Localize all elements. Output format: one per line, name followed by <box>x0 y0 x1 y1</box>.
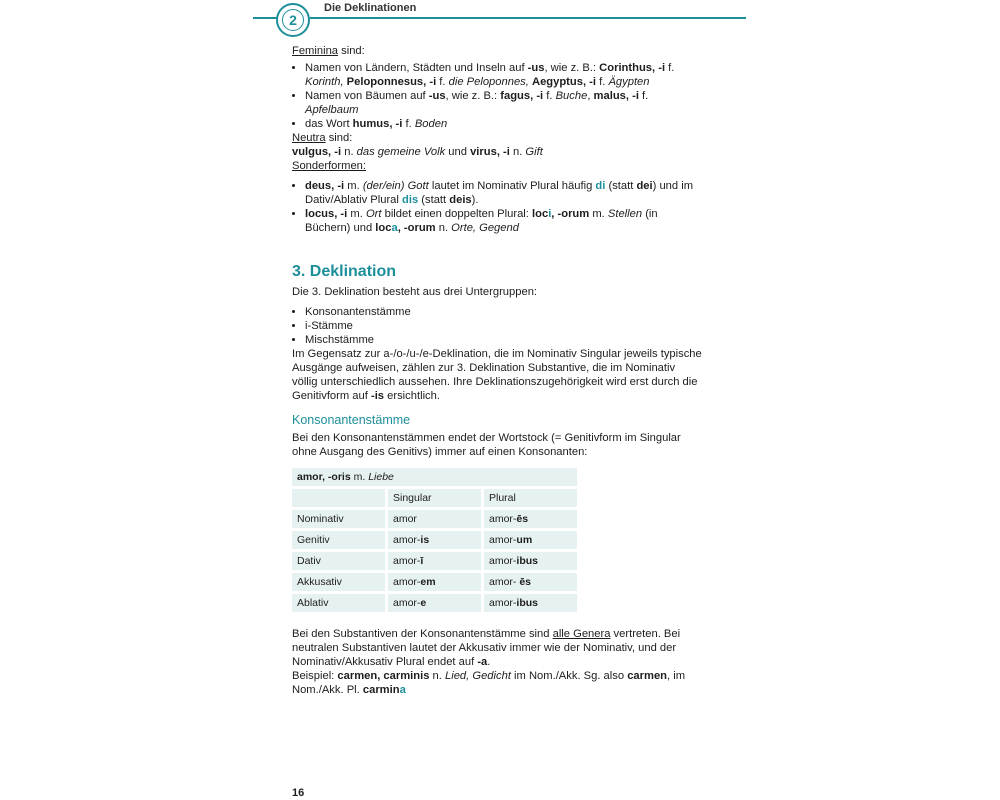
singular-form: amor-is <box>388 531 481 549</box>
plural-form: amor-ibus <box>484 594 577 612</box>
singular-form: amor-em <box>388 573 481 591</box>
table-caption: amor, -oris m. Liebe <box>292 468 577 486</box>
neutra-line: vulgus, -i n. das gemeine Volk und virus, -i n. Gift <box>292 146 543 158</box>
table-row <box>292 573 577 591</box>
table-header-row <box>292 489 577 507</box>
list-item: • deus, -i m. (der/ein) Gott lautet im Nominativ Plural häufig di (statt dei) und im Dativ/Ablativ Plural dis (statt deis). <box>305 179 702 207</box>
page-header <box>0 0 1000 40</box>
section-paragraph: Im Gegensatz zur a-/o-/u-/e-Deklination, die im Nominativ Singular jeweils typische Ausgänge aufweisen, zählen zur 3. Deklination Substantive, die im Nominativ völlig unterschiedlich aussehen. Ihre Deklinationszugehörigkeit wird erst durch die Genitivform auf -is ersichtlich. <box>292 348 702 402</box>
column-header-plural: Plural <box>484 489 577 507</box>
list-item: • Mischstämme <box>305 333 702 347</box>
case-label: Genitiv <box>292 531 385 549</box>
header-rule-left <box>253 17 277 19</box>
singular-form: amor-ī <box>388 552 481 570</box>
table-row <box>292 552 577 570</box>
plural-form: amor-ibus <box>484 552 577 570</box>
plural-form: amor- ēs <box>484 573 577 591</box>
table-row <box>292 510 577 528</box>
list-item: • das Wort humus, -i f. Boden <box>305 117 702 131</box>
declension-table <box>289 465 580 615</box>
column-header-singular: Singular <box>388 489 481 507</box>
subsection-intro: Bei den Konsonantenstämmen endet der Wortstock (= Genitivform im Singular ohne Ausgang des Genitivs) immer auf einen Konsonanten: <box>292 432 681 458</box>
chapter-number: 2 <box>282 9 304 31</box>
case-label: Ablativ <box>292 594 385 612</box>
plural-form: amor-um <box>484 531 577 549</box>
case-label: Akkusativ <box>292 573 385 591</box>
case-label: Nominativ <box>292 510 385 528</box>
running-title: Die Deklinationen <box>324 2 417 14</box>
list-item: • Konsonantenstämme <box>305 305 702 319</box>
section-intro: Die 3. Deklination besteht aus drei Untergruppen: <box>292 286 538 298</box>
table-row <box>292 594 577 612</box>
subgroup-list <box>292 305 702 347</box>
section-heading: 3. Deklination <box>292 263 397 280</box>
table-row <box>292 531 577 549</box>
subsection-heading: Konsonantenstämme <box>292 413 411 427</box>
page-number: 16 <box>292 787 305 799</box>
list-item: • locus, -i m. Ort bildet einen doppelten Plural: loci, -orum m. Stellen (in Büchern) und loca, -orum n. Orte, Gegend <box>305 207 702 235</box>
neutra-heading: Neutra sind: <box>292 132 353 144</box>
feminina-heading: Feminina sind: <box>292 45 365 57</box>
sonderformen-heading: Sonderformen: <box>292 160 367 172</box>
page-content <box>292 44 702 697</box>
feminina-list <box>292 61 702 131</box>
example-paragraph: Beispiel: carmen, carminis n. Lied, Gedicht im Nom./Akk. Sg. also carmen, im Nom./Akk. Pl. carmina <box>292 670 686 696</box>
table-corner-cell <box>292 489 385 507</box>
singular-form: amor-e <box>388 594 481 612</box>
header-rule-right <box>310 17 746 19</box>
list-item: • i-Stämme <box>305 319 702 333</box>
list-item: • Namen von Bäumen auf -us, wie z. B.: fagus, -i f. Buche, malus, -i f. Apfelbaum <box>305 89 702 117</box>
sonderformen-list <box>292 179 702 235</box>
singular-form: amor <box>388 510 481 528</box>
chapter-badge <box>276 3 310 37</box>
list-item: • Namen von Ländern, Städten und Inseln auf -us, wie z. B.: Corinthus, -i f. Korinth, Peloponnesus, -i f. die Peloponnes, Aegyptus, -i f. Ägypten <box>305 61 702 89</box>
case-label: Dativ <box>292 552 385 570</box>
plural-form: amor-ēs <box>484 510 577 528</box>
genera-paragraph: Bei den Substantiven der Konsonantenstämme sind alle Genera vertreten. Bei neutralen Substantiven lautet der Akkusativ immer wie der Nominativ, und der Nominativ/Akkusativ Plural endet auf -a. <box>292 628 681 668</box>
